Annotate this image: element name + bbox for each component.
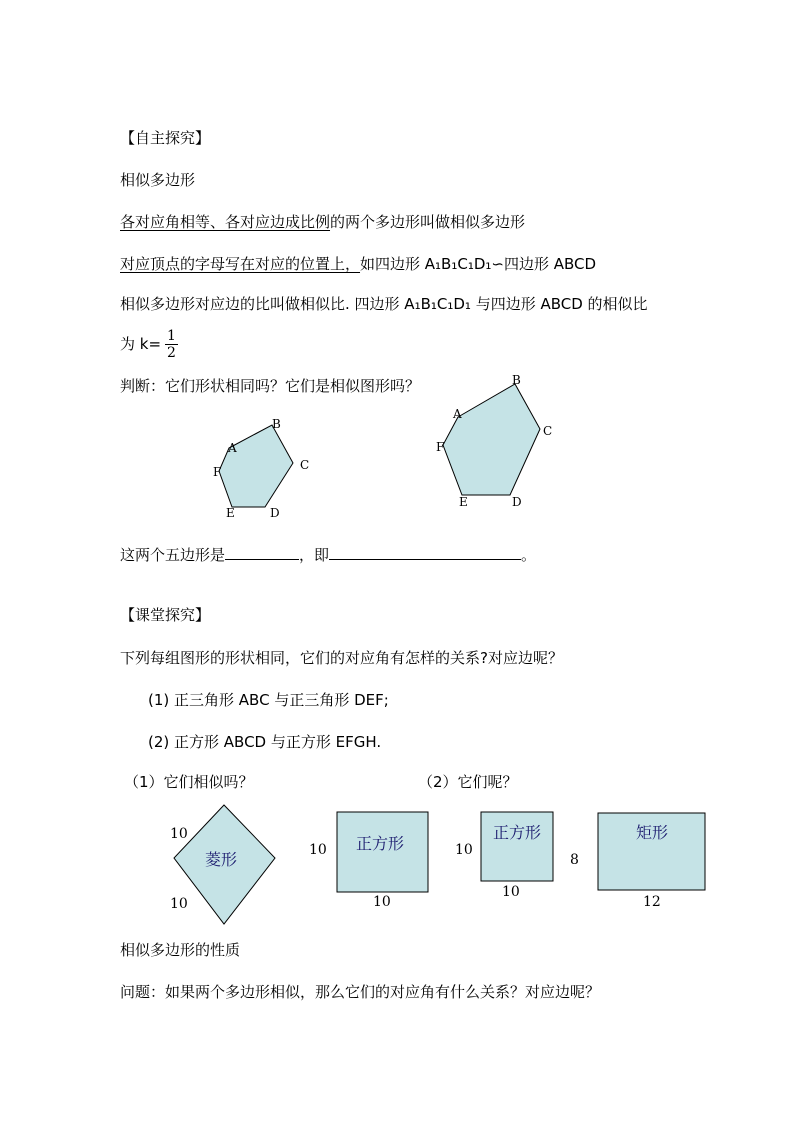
rectangle-title: 矩形: [636, 823, 669, 842]
definition-underlined: 各对应角相等、各对应边成比例: [120, 213, 331, 231]
rhombus-side-bottom: 10: [170, 896, 188, 912]
large-pentagon: [443, 384, 540, 495]
blank-1[interactable]: [225, 545, 299, 560]
definition-line: [120, 212, 525, 232]
rectangle-side-bottom: 12: [643, 894, 661, 910]
small-label-e: E: [226, 506, 235, 520]
ratio-k-prefix: 为 k=: [120, 335, 162, 353]
small-label-c: C: [300, 458, 310, 472]
large-label-c: C: [543, 424, 553, 438]
definition-rest: 的两个多边形叫做相似多边形: [330, 213, 526, 231]
ratio-numerator: 1: [167, 328, 176, 344]
large-label-e: E: [459, 495, 468, 509]
square1-title: 正方形: [356, 834, 405, 853]
rectangle-side-left: 8: [570, 852, 579, 868]
blank-2[interactable]: [329, 545, 521, 560]
properties-title: 相似多边形的性质: [120, 941, 241, 959]
small-label-a: A: [228, 441, 237, 455]
notation-underlined: 对应顶点的字母写在对应的位置上，: [120, 255, 361, 273]
rhombus-title: 菱形: [205, 850, 238, 869]
square1-side-left: 10: [309, 842, 327, 858]
small-label-d: D: [270, 506, 280, 520]
large-label-f: F: [436, 440, 445, 454]
ratio-denominator: 2: [167, 345, 176, 361]
heading-self-explore: 【自主探究】: [120, 129, 211, 147]
square2-side-bottom: 10: [502, 884, 520, 900]
item-2: (2) 正方形 ABCD 与正方形 EFGH.: [148, 733, 382, 751]
heading-class-explore: 【课堂探究】: [120, 606, 211, 624]
question-2: （2）它们呢？: [418, 773, 518, 791]
subtitle-similar-polygons: 相似多边形: [120, 171, 196, 189]
judge-question: 判断：它们形状相同吗？它们是相似图形吗？: [120, 377, 421, 395]
small-label-f: F: [213, 465, 222, 479]
question-1: （1）它们相似吗？: [124, 773, 254, 791]
large-label-d: D: [512, 495, 522, 509]
notation-line: [120, 254, 596, 274]
ratio-fraction: [165, 328, 178, 361]
large-label-b: B: [512, 373, 521, 387]
fill-mid: ，即: [299, 546, 330, 564]
shapes-figure: [0, 800, 794, 940]
fill-prefix: 这两个五边形是: [120, 546, 226, 564]
fill-end: 。: [521, 546, 537, 564]
square1-side-bottom: 10: [373, 894, 391, 910]
class-question: 下列每组图形的形状相同，它们的对应角有怎样的关系?对应边呢？: [120, 649, 563, 667]
square2-title: 正方形: [493, 823, 542, 842]
properties-question: 问题：如果两个多边形相似，那么它们的对应角有什么关系？对应边呢？: [120, 983, 601, 1001]
rhombus-side-top: 10: [170, 826, 188, 842]
fill-blank-line: [120, 545, 536, 565]
ratio-k-line: [120, 326, 178, 362]
small-label-b: B: [272, 417, 281, 431]
notation-rest: 如四边形 A₁B₁C₁D₁∽四边形 ABCD: [360, 255, 597, 273]
large-label-a: A: [453, 407, 462, 421]
square2-side-left: 10: [455, 842, 473, 858]
pentagons-figure: [0, 370, 794, 550]
small-pentagon: [219, 425, 293, 507]
ratio-line: 相似多边形对应边的比叫做相似比. 四边形 A₁B₁C₁D₁ 与四边形 ABCD 的相似比: [120, 295, 648, 313]
item-1: (1) 正三角形 ABC 与正三角形 DEF;: [148, 691, 389, 709]
